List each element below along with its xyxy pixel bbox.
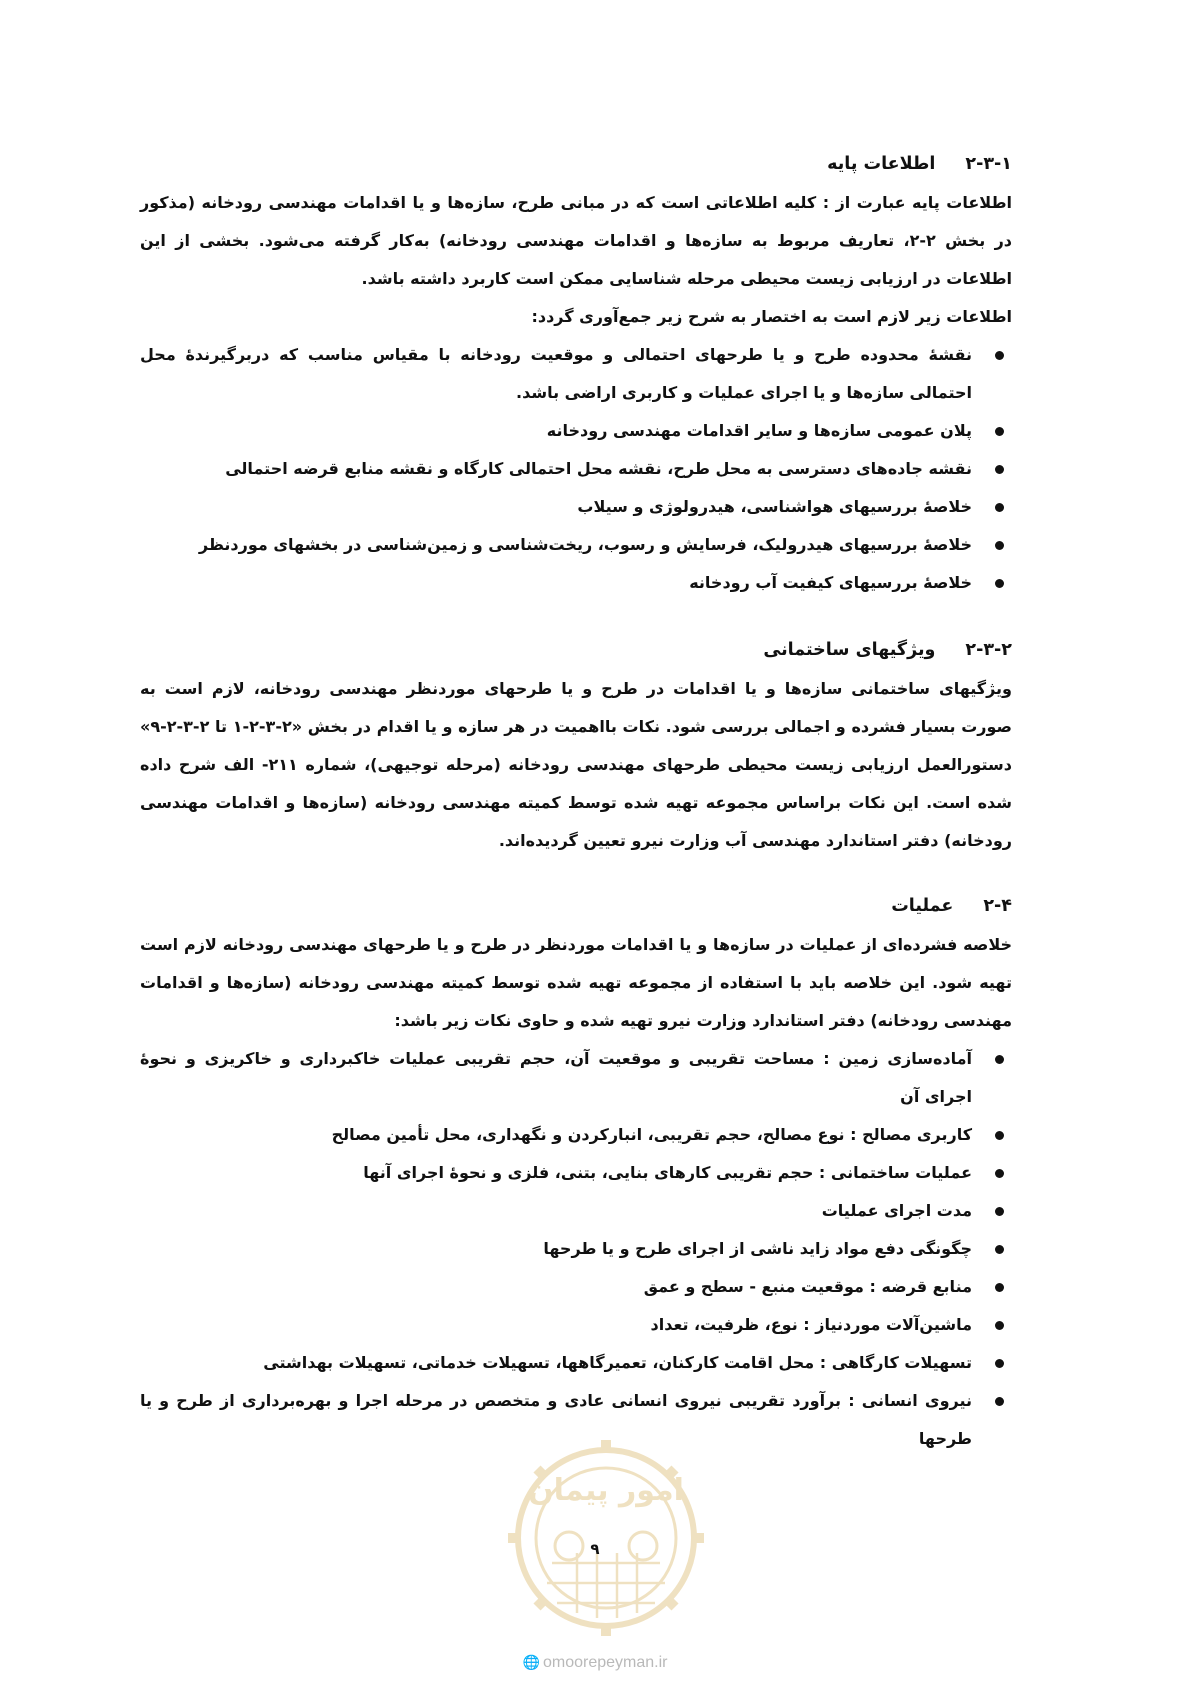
section-heading xyxy=(140,630,1012,670)
list-item: کاربری مصالح : نوع مصالح، حجم تقریبی، انبارکردن و نگهداری، محل تأمین مصالح xyxy=(140,1116,1012,1154)
spacer xyxy=(140,602,1012,630)
list-item: پلان عمومی سازه‌ها و سایر اقدامات مهندسی رودخانه xyxy=(140,412,1012,450)
spacer xyxy=(140,860,1012,886)
list-item: نقشه جاده‌های دسترسی به محل طرح، نقشه محل احتمالی کارگاه و نقشه منابع قرضه احتمالی xyxy=(140,450,1012,488)
list-item: تسهیلات کارگاهی : محل اقامت کارکنان، تعمیرگاهها، تسهیلات خدماتی، تسهیلات بهداشتی xyxy=(140,1344,1012,1382)
section-heading xyxy=(140,886,1012,926)
paragraph: ویژگیهای ساختمانی سازه‌ها و یا اقدامات در طرح و یا طرحهای موردنظر مهندسی رودخانه، لازم است به صورت بسیار فشرده و اجمالی بررسی شود. نکات بااهمیت در هر سازه و یا اقدام در بخش «۲-۳-۲-۱ تا ۲-۳-۲-۹» دستورالعمل ارزیابی زیست محیطی طرحهای مهندسی رودخانه (مرحله توجیهی)، شماره ۲۱۱- الف شرح داده شده است. این نکات براساس مجموعه تهیه شده توسط کمیته مهندسی رودخانه (سازه‌ها و اقدامات مهندسی رودخانه) دفتر استاندارد مهندسی آب وزارت نیرو تعیین گردیده‌اند. xyxy=(140,679,1013,850)
page-content xyxy=(140,144,1012,1458)
section-number: ۲-۳-۱ xyxy=(965,154,1012,174)
paragraph: اطلاعات زیر لازم است به اختصار به شرح زیر جمع‌آوری گردد: xyxy=(531,307,1012,326)
list-item: خلاصهٔ بررسیهای هیدرولیک، فرسایش و رسوب، ریخت‌شناسی و زمین‌شناسی در بخشهای موردنظر xyxy=(140,526,1012,564)
bullet-list xyxy=(140,1040,1012,1458)
paragraph: اطلاعات پایه عبارت از : کلیه اطلاعاتی است که در مبانی طرح، سازه‌ها و یا اقدامات مهندسی رودخانه (مذکور در بخش ۲-۲، تعاریف مربوط به سازه‌ها و اقدامات مهندسی رودخانه) به‌کار گرفته می‌شود. بخشی از این اطلاعات در ارزیابی زیست محیطی مرحله شناسایی ممکن است کاربرد داشته باشد. xyxy=(140,193,1012,288)
list-item: نیروی انسانی : برآورد تقریبی نیروی انسانی عادی و متخصص در مرحله اجرا و بهره‌برداری از طرح و یا طرحها xyxy=(140,1382,1012,1458)
list-item: ماشین‌آلات موردنیاز : نوع، ظرفیت، تعداد xyxy=(140,1306,1012,1344)
list-item: خلاصهٔ بررسیهای هواشناسی، هیدرولوژی و سیلاب xyxy=(140,488,1012,526)
section-number: ۲-۳-۲ xyxy=(965,640,1012,660)
watermark-logo xyxy=(497,1428,715,1648)
section-title: عملیات xyxy=(891,896,954,916)
section-heading xyxy=(140,144,1012,184)
section-number: ۲-۴ xyxy=(983,896,1012,916)
globe-icon: 🌐 xyxy=(522,1654,540,1670)
list-item: منابع قرضه : موقعیت منبع - سطح و عمق xyxy=(140,1268,1012,1306)
website-text: omoorepeyman.ir xyxy=(542,1654,668,1671)
list-item: آماده‌سازی زمین : مساحت تقریبی و موقعیت آن، حجم تقریبی عملیات خاکبرداری و خاکریزی و نحوهٔ اجرای آن xyxy=(140,1040,1012,1116)
section-title: اطلاعات پایه xyxy=(827,154,936,174)
list-item: چگونگی دفع مواد زاید ناشی از اجرای طرح و یا طرحها xyxy=(140,1230,1012,1268)
list-item: عملیات ساختمانی : حجم تقریبی کارهای بنایی، بتنی، فلزی و نحوهٔ اجرای آنها xyxy=(140,1154,1012,1192)
paragraph: خلاصه فشرده‌ای از عملیات در سازه‌ها و یا اقدامات موردنظر در طرح و یا طرحهای مهندسی رودخانه لازم است تهیه شود. این خلاصه باید با استفاده از مجموعه تهیه شده توسط کمیته مهندسی رودخانه (سازه‌ها و اقدامات مهندسی رودخانه) دفتر استاندارد وزارت نیرو تهیه شده و حاوی نکات زیر باشد: xyxy=(140,935,1012,1030)
list-item: خلاصهٔ بررسیهای کیفیت آب رودخانه xyxy=(140,564,1012,602)
gear-emblem-icon xyxy=(508,1440,704,1636)
section-title: ویژگیهای ساختمانی xyxy=(763,640,936,660)
list-item: نقشهٔ محدوده طرح و یا طرحهای احتمالی و موقعیت رودخانه با مقیاس مناسب که دربرگیرندهٔ محل احتمالی سازه‌ها و یا اجرای عملیات و کاربری اراضی باشد. xyxy=(140,336,1012,412)
page-number: ۹ xyxy=(590,1540,600,1558)
list-item: مدت اجرای عملیات xyxy=(140,1192,1012,1230)
footer-website xyxy=(0,1654,1190,1672)
svg-text:امور پیمان: امور پیمان xyxy=(528,1473,684,1508)
bullet-list xyxy=(140,336,1012,602)
